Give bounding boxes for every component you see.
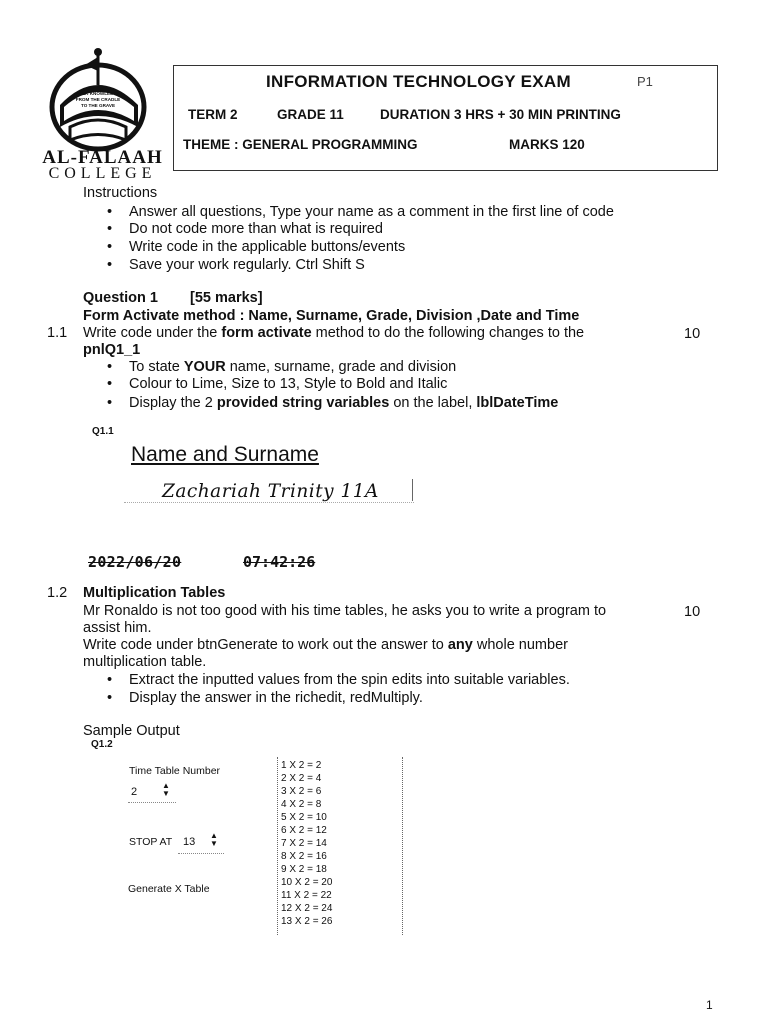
richedit-right-border xyxy=(402,757,403,935)
q12-bullet: • Display the answer in the richedit, redMultiply. xyxy=(129,690,423,707)
richedit-line: 7 X 2 = 14 xyxy=(281,838,327,849)
q12-title: Multiplication Tables xyxy=(83,585,226,601)
q11-bullet: • Colour to Lime, Size to 13, Style to Bold and Italic xyxy=(129,376,447,393)
college-subtitle: COLLEGE xyxy=(48,165,157,182)
richedit-line: 2 X 2 = 4 xyxy=(281,773,322,784)
question1-title: Question 1 xyxy=(83,290,158,306)
q12-bullet: • Extract the inputted values from the spin edits into suitable variables. xyxy=(129,672,570,689)
instructions-title: Instructions xyxy=(83,185,158,201)
exam-term: TERM 2 xyxy=(188,107,238,122)
question1-marks: [55 marks] xyxy=(190,290,263,306)
name-heading-label: Name and Surname xyxy=(131,443,319,466)
spin-edit-border xyxy=(128,802,176,803)
logo-motto-2: FROM THE CRADLE xyxy=(75,97,121,102)
q11-number: 1.1 xyxy=(47,325,68,341)
q12-line: Mr Ronaldo is not too good with his time tables, he asks you to write a program to xyxy=(83,603,607,619)
richedit-line: 6 X 2 = 12 xyxy=(281,825,327,836)
richedit-left-border xyxy=(277,757,278,935)
college-name: AL-FALAAH xyxy=(42,147,163,168)
richedit-line: 12 X 2 = 24 xyxy=(281,903,333,914)
logo-motto-1: SEEK KNOWLEDGE xyxy=(75,91,121,96)
stop-at-label: STOP AT xyxy=(129,836,173,848)
instruction-item: • Do not code more than what is required xyxy=(129,221,383,238)
q12-line: multiplication table. xyxy=(83,654,207,670)
sample-output-heading: Sample Output xyxy=(83,723,180,739)
instruction-item: • Write code in the applicable buttons/events xyxy=(129,239,405,256)
spin-arrows-icon[interactable]: ▲ ▼ xyxy=(162,781,170,798)
instruction-item: • Save your work regularly. Ctrl Shift S xyxy=(129,257,365,274)
exam-title: INFORMATION TECHNOLOGY EXAM xyxy=(266,72,571,91)
stop-at-spin-edit[interactable]: 13 xyxy=(183,836,196,848)
time-label: 07:42:26 xyxy=(243,553,316,571)
richedit-line: 5 X 2 = 10 xyxy=(281,812,327,823)
q11-sample-label: Q1.1 xyxy=(92,426,114,437)
richedit-line: 8 X 2 = 16 xyxy=(281,851,327,862)
page-number: 1 xyxy=(706,998,713,1012)
generate-button[interactable]: Generate X Table xyxy=(128,883,210,895)
text-cursor xyxy=(412,479,413,501)
question1-subtitle: Form Activate method : Name, Surname, Grade, Division ,Date and Time xyxy=(83,308,580,324)
richedit-line: 10 X 2 = 20 xyxy=(281,877,333,888)
richedit-line: 4 X 2 = 8 xyxy=(281,799,322,810)
spin-edit-border xyxy=(178,853,224,854)
q12-number: 1.2 xyxy=(47,585,68,601)
exam-theme: THEME : GENERAL PROGRAMMING xyxy=(183,137,418,152)
exam-marks: MARKS 120 xyxy=(509,137,585,152)
date-label: 2022/06/20 xyxy=(88,553,182,571)
instruction-item: • Answer all questions, Type your name as a comment in the first line of code xyxy=(129,204,614,221)
exam-duration: DURATION 3 HRS + 30 MIN PRINTING xyxy=(380,107,621,122)
q11-bullet: • To state YOUR name, surname, grade and division xyxy=(129,359,456,376)
logo-motto-3: TO THE GRAVE xyxy=(80,103,116,108)
q12-marks: 10 xyxy=(684,604,701,620)
q11-text: Write code under the form activate method to do the following changes to the xyxy=(83,325,585,341)
q12-sample-label: Q1.2 xyxy=(91,739,113,750)
student-name-label: Zachariah Trinity 11A xyxy=(162,481,379,502)
multiply-richedit[interactable] xyxy=(281,759,332,928)
q12-line: Write code under btnGenerate to work out the answer to any whole number xyxy=(83,637,568,653)
exam-handwritten-mark: P1 xyxy=(637,74,653,89)
q12-line: assist him. xyxy=(83,620,152,636)
q11-bullet: • Display the 2 provided string variables on the label, lblDateTime xyxy=(129,395,558,412)
time-table-spin-edit[interactable]: 2 xyxy=(131,786,138,798)
name-label-border xyxy=(124,502,414,503)
richedit-line: 13 X 2 = 26 xyxy=(281,916,333,927)
exam-grade: GRADE 11 xyxy=(277,107,344,122)
time-table-number-label: Time Table Number xyxy=(129,765,221,777)
q11-marks: 10 xyxy=(684,326,701,342)
q11-panel-name: pnlQ1_1 xyxy=(83,342,141,358)
richedit-line: 9 X 2 = 18 xyxy=(281,864,327,875)
spin-arrows-icon[interactable]: ▲ ▼ xyxy=(210,831,218,848)
richedit-line: 11 X 2 = 22 xyxy=(281,890,332,901)
richedit-line: 3 X 2 = 6 xyxy=(281,786,322,797)
richedit-line: 1 X 2 = 2 xyxy=(281,760,322,771)
